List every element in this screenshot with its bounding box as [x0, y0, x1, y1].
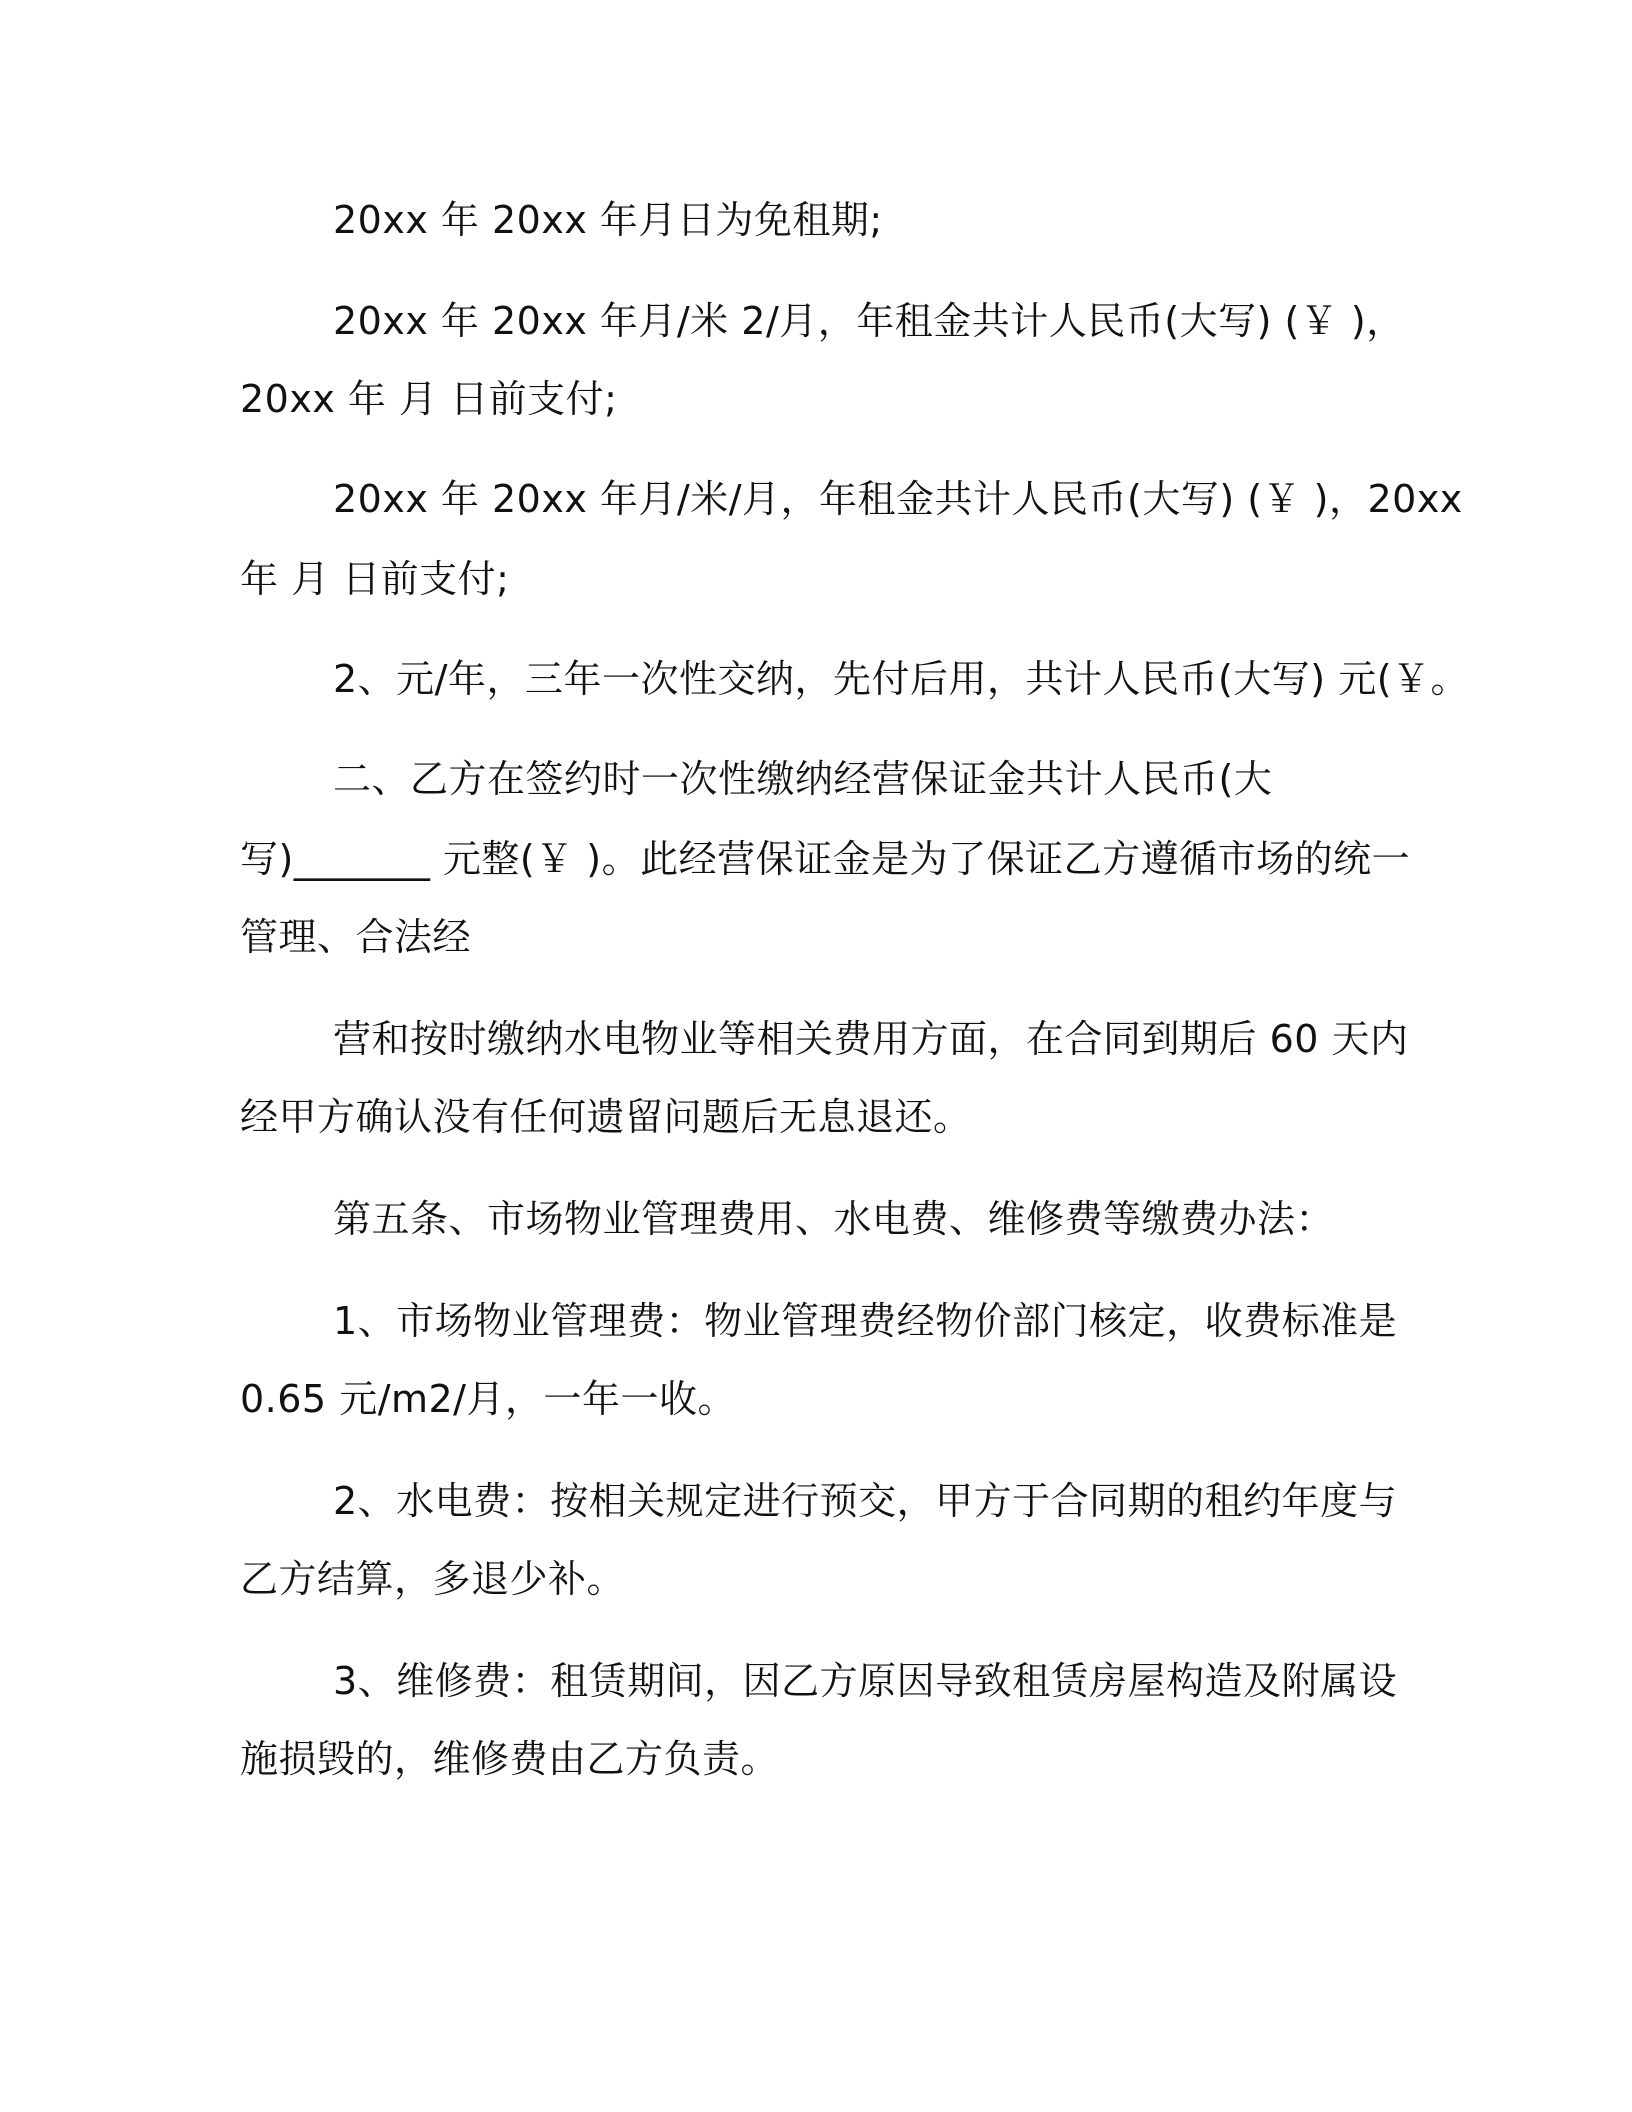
text-line: 20xx 年 月 日前支付;	[240, 377, 618, 421]
text-line: 写)_______ 元整(￥ )。此经营保证金是为了保证乙方遵循市场的统一	[240, 837, 1411, 881]
text-line: 经甲方确认没有任何遗留问题后无息退还。	[240, 1095, 972, 1139]
text-line: 3、维修费：租赁期间，因乙方原因导致租赁房屋构造及附属设	[333, 1659, 1398, 1703]
text-line: 乙方结算，多退少补。	[240, 1557, 626, 1601]
text-line: 20xx 年 20xx 年月/米/月，年租金共计人民币(大写) (￥ )，20xx	[333, 477, 1463, 521]
text-line: 1、市场物业管理费：物业管理费经物价部门核定，收费标准是	[333, 1299, 1398, 1343]
text-line: 第五条、市场物业管理费用、水电费、维修费等缴费办法：	[333, 1197, 1335, 1241]
text-line: 20xx 年 20xx 年月/米 2/月，年租金共计人民币(大写) (￥ )，	[333, 299, 1405, 343]
text-line: 2、水电费：按相关规定进行预交，甲方于合同期的租约年度与	[333, 1479, 1398, 1523]
text-line: 二、乙方在签约时一次性缴纳经营保证金共计人民币(大	[333, 757, 1273, 801]
text-line: 0.65 元/m2/月，一年一收。	[240, 1377, 736, 1421]
text-line: 施损毁的，维修费由乙方负责。	[240, 1737, 780, 1781]
text-line: 2、元/年，三年一次性交纳，先付后用，共计人民币(大写) 元(￥。	[333, 657, 1470, 701]
text-line: 20xx 年 20xx 年月日为免租期;	[333, 198, 883, 242]
text-line: 年 月 日前支付;	[240, 557, 510, 601]
text-line: 管理、合法经	[240, 915, 472, 959]
text-line: 营和按时缴纳水电物业等相关费用方面，在合同到期后 60 天内	[333, 1017, 1409, 1061]
